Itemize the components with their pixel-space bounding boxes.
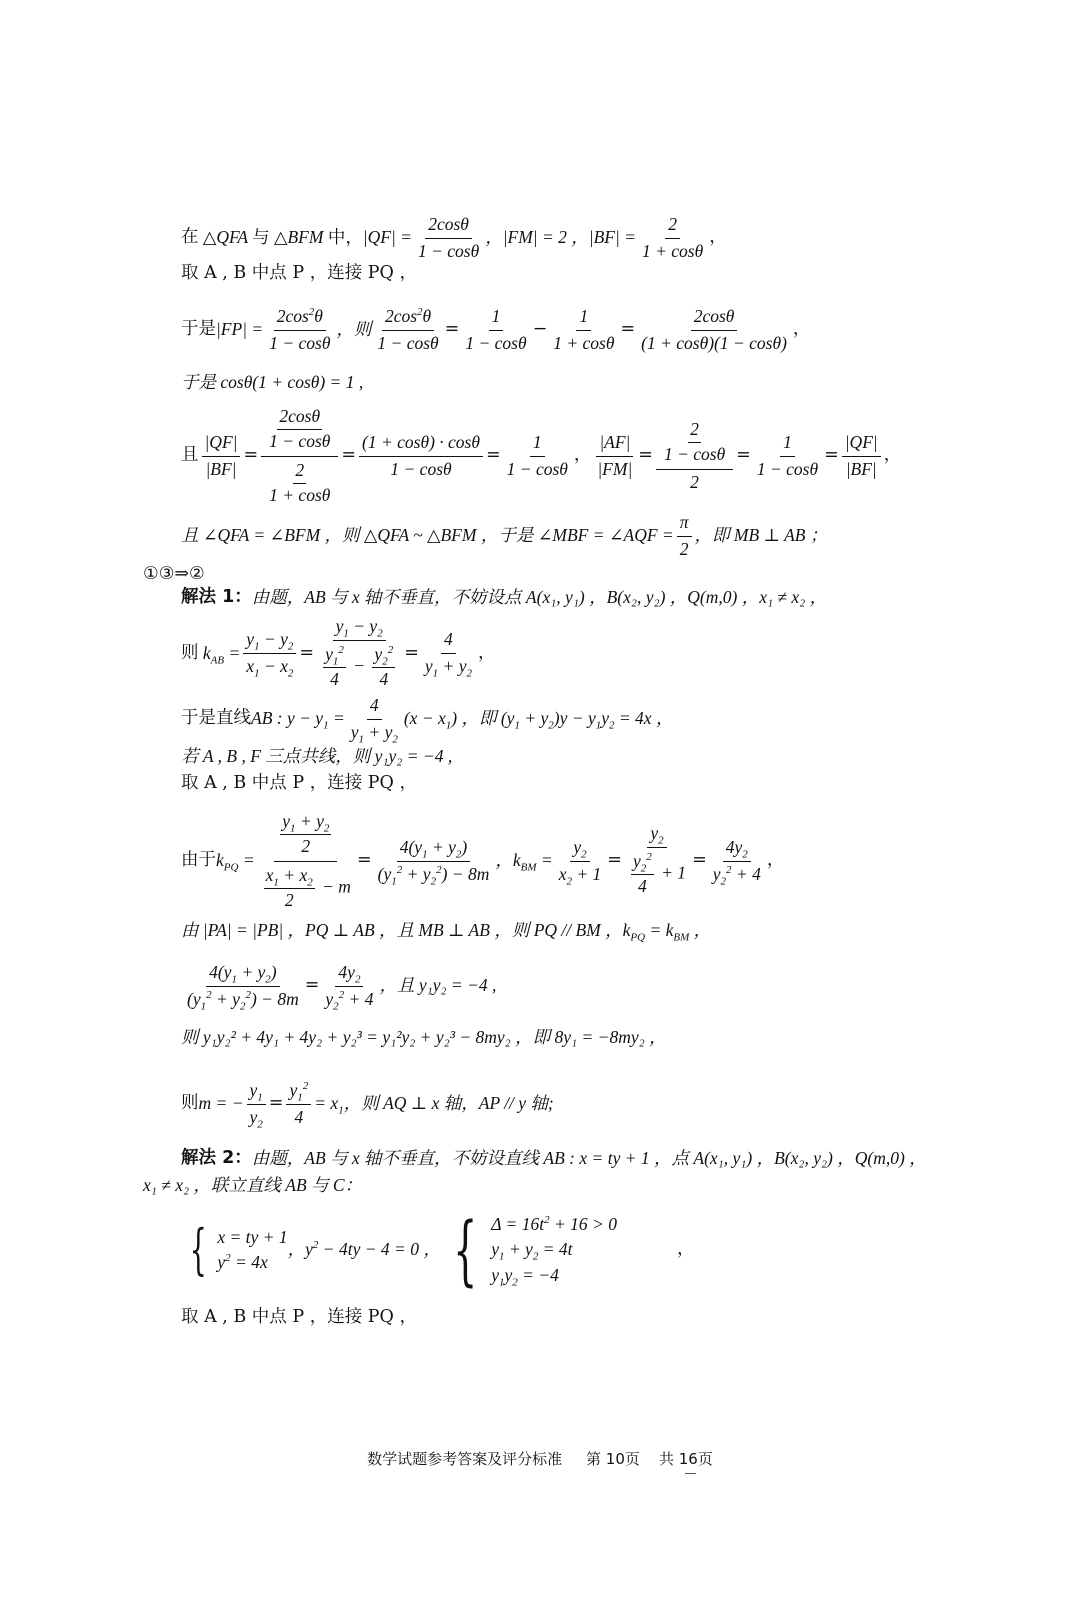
line-triangles: 在 △QFA 与 △BFM 中，|QF| = $\frac{2\cos\theta}{1 - \cos\theta}$ ，|FM| = 2 ，|BF| = $\frac{2}{1 + \cos\theta}$ ， xyxy=(181,214,727,261)
line-midpoint-1: 取 A , B 中点 P ，连接 PQ ， xyxy=(181,263,417,283)
footer-title: 数学试题参考答案及评分标准 xyxy=(367,1450,563,1468)
line-ratio: 且 $\frac{|QF|}{|BF|}$ = $\frac{\frac{2\cos\theta}{1 - \cos\theta}}{\frac{2}{1 + \cos\theta}}$ = $\frac{(1 + \cos\theta) \cdot \cos\theta}{1 - \cos\theta}$ = $\frac{1}{1 - \cos\theta}$ ， $\frac{|AF|}{|FM|}$ = $\frac{\frac{2}{1 - \cos\theta}}{2}$ = $\frac{1}{1 - \cos\theta}$ = $\frac{|QF|}{|BF|}$ ， xyxy=(181,406,902,505)
line-ab-equation: 于是直线 AB : $y - y_1$ = $\frac{4}{y_1 + y_2}$ $(x - x_1)$ ，即 $(y_1 + y_2)y - y_1y_2 = 4x$ ， xyxy=(181,695,674,746)
line-similar: 且 ∠QFA = ∠BFM ，则 △QFA ~ △BFM ，于是 ∠MBF = ∠AQF = $\frac{\pi}{2}$ ，即 MB ⊥ AB ； xyxy=(181,512,828,559)
line-kpq: 由于 $k_{PQ}$ = $\frac{y_1 + y_2}{2}$ $\frac{x_1 + x_2}{2}$ − m = $\frac{4(y_1 + y_2)}{(y_1^2 + y_2^2) - 8m}$ ，$k_{BM}$ = $\frac{y_2}{x_2 + 1}$ = $y_2$ $\frac{y_2^2}{4}$ + 1 = $\frac{4y_2}{y_2^2 + 4}$ ， xyxy=(181,811,785,910)
line-m-value: 则 m = − $\frac{y_1}{y_2}$ = $\frac{y_1^2}{4}$ = $x_1$ ，则 AQ ⊥ x 轴，AP // y 轴; xyxy=(181,1080,554,1131)
page-footer xyxy=(0,1448,1080,1469)
line-collinear: 若 A , B , F 三点共线，则 y₁y₂ = −4 , xyxy=(181,746,453,766)
line-system: { x = ty + 1 $y^2 = 4x$ ，$y^2 - 4ty - 4 = 0$ ， { $\Delta = 16t^2 + 16 > 0$ $y_1 + y_2 = 4t$ $y_1y_2 = -4$ ， xyxy=(189,1205,695,1295)
line-midpoint-3: 取 A , B 中点 P ，连接 PQ ， xyxy=(181,1307,417,1327)
solution-2-intro: 解法 2： 由题，AB 与 x 轴不垂直，不妨设直线 AB : x = ty + 1 ，点 A(x₁, y₁) ，B(x₂, y₂) ，Q(m,0) ， xyxy=(181,1148,927,1168)
line-cos-identity: 于是 cosθ(1 + cosθ) = 1 , xyxy=(181,372,364,392)
line-midpoint-2: 取 A , B 中点 P ，连接 PQ ， xyxy=(181,773,417,793)
footer-total: 共 16页 xyxy=(659,1450,713,1468)
line-perpendicular: 由 |PA| = |PB| ，PQ ⊥ AB ，且 MB ⊥ AB ，则 PQ // BM ，k $_{PQ} = k_{BM}$ ， xyxy=(181,920,712,944)
footer-tick xyxy=(685,1473,696,1474)
footer-page: 第 10页 xyxy=(586,1450,640,1468)
solution-1-intro: 解法 1： 由题，AB 与 x 轴不垂直，不妨设点 A(x₁, y₁) ，B(x₂, y₂) ，Q(m,0) ，x₁ ≠ x₂ ， xyxy=(181,587,828,607)
line-kab: 则 $k_{AB}$ = $\frac{y_1 - y_2}{x_1 - x_2}$ = $y_1 - y_2$ $\frac{y_1^2}{4}$ − $\frac{y_2^2}{4}$ = $\frac{4}{y_1 + y_2}$ ， xyxy=(181,616,496,689)
line-fp: 于是 |FP| = $\frac{2\cos^2\theta}{1 - \cos\theta}$ ，则 $\frac{2\cos^2\theta}{1 - \cos\theta}$ = $\frac{1}{1 - \cos\theta}$ − $\frac{1}{1 + \cos\theta}$ = $\frac{2\cos\theta}{(1 + \cos\theta)(1 - \cos\theta)}$ ， xyxy=(181,306,811,353)
section-13-to-2: ①③⇒② xyxy=(143,564,205,584)
line-expand: 则 y₁y₂² + 4y₁ + 4y₂ + y₂³ = y₁²y₂ + y₂³ − 8my₂ ，即 8y₁ = −8my₂ ， xyxy=(181,1027,667,1047)
solution-2-intro-cont: x₁ ≠ x₂ ，联立直线 AB 与 C： xyxy=(143,1175,363,1195)
line-equate-slopes: $\frac{4(y_1 + y_2)}{(y_1^2 + y_2^2) - 8m}$ = $\frac{4y_2}{y_2^2 + 4}$ ，且 y₁y₂ = −4 , xyxy=(187,962,497,1013)
text-zai: 在 xyxy=(181,227,199,248)
